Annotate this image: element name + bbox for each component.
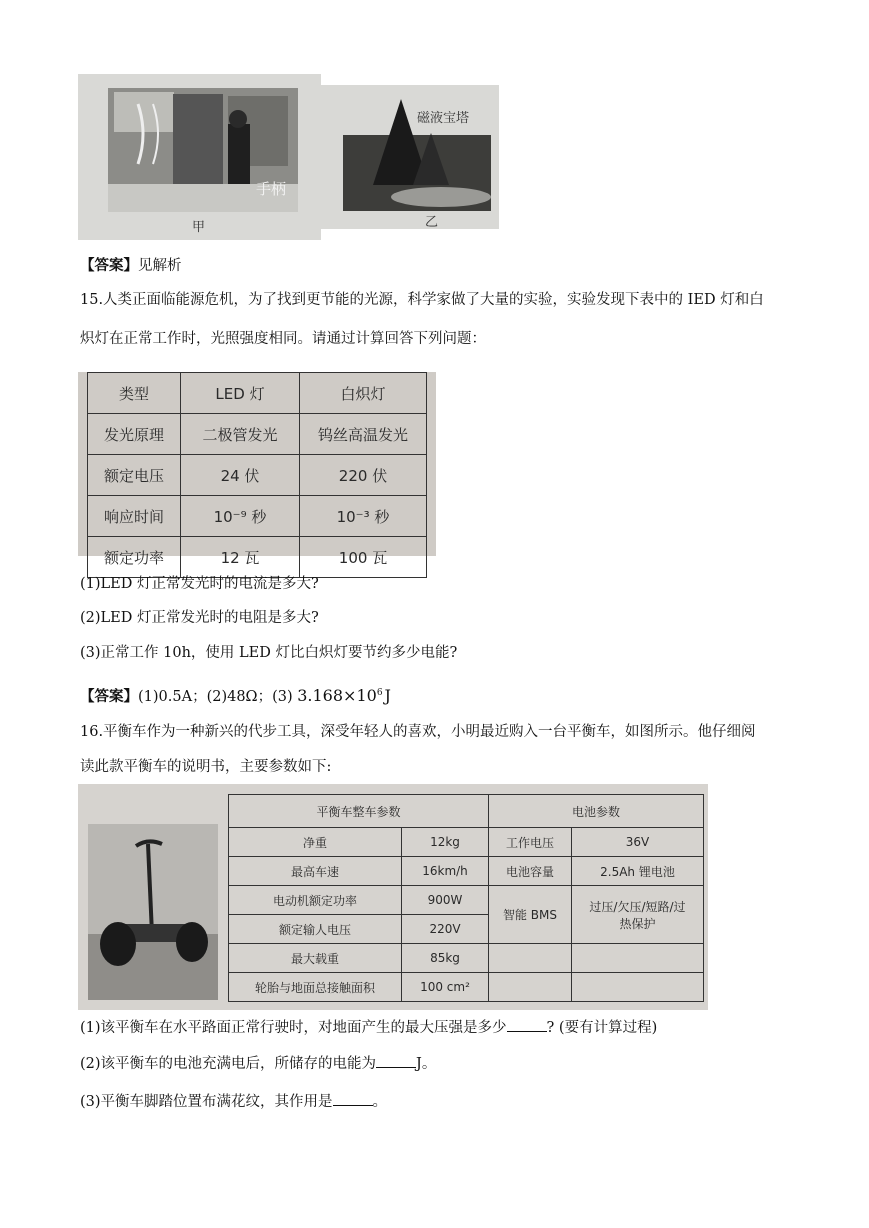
table-row [229, 944, 704, 973]
table-row [88, 414, 427, 455]
answer-unit: J [384, 685, 391, 705]
table-row [229, 828, 704, 857]
table-row [229, 857, 704, 886]
table-row [88, 496, 427, 537]
q16-sub1-tail: ? (要有计算过程) [546, 1020, 658, 1036]
table-cell: 最高车速 [229, 857, 402, 886]
table-cell: 900W [402, 886, 489, 915]
table-row [229, 795, 704, 828]
table-cell: 发光原理 [88, 414, 181, 455]
q15-sub1: (1)LED 灯正常发光时的电流是多大? [80, 576, 319, 592]
table-cell: 2.5Ah 锂电池 [572, 857, 704, 886]
table-cell: 工作电压 [489, 828, 572, 857]
table-row [88, 537, 427, 578]
answer-blank[interactable] [333, 1091, 373, 1106]
table-row [88, 373, 427, 414]
photo-a-watermark: 手柄 [256, 180, 287, 198]
table-cell: 白炽灯 [300, 373, 427, 414]
q16-stem-line1: 16.平衡车作为一种新兴的代步工具，深受年轻人的喜欢，小明最近购入一台平衡车，如图所示。他仔细阅 [80, 724, 756, 740]
q15-table [87, 372, 427, 578]
table-cell: 过压/欠压/短路/过热保护 [572, 886, 704, 944]
q16-sub1 [80, 1017, 657, 1038]
table-cell: 钨丝高温发光 [300, 414, 427, 455]
q16-spec-table [228, 794, 704, 1002]
answer-blank[interactable] [507, 1017, 547, 1032]
answer-text: (1)0.5A；(2)48Ω；(3) [138, 688, 298, 705]
q16-spec-scan [78, 784, 708, 1010]
q16-stem-line2: 读此款平衡车的说明书，主要参数如下: [80, 759, 332, 775]
q16-sub3-text: (3)平衡车脚踏位置布满花纹，其作用是 [80, 1094, 333, 1110]
table-cell: 响应时间 [88, 496, 181, 537]
q16-sub2-tail: J。 [416, 1056, 437, 1072]
table-cell: 10⁻³ 秒 [300, 496, 427, 537]
q15-sub2: (2)LED 灯正常发光时的电阻是多大? [80, 610, 319, 626]
q14-answer [80, 256, 182, 276]
table-header-left: 平衡车整车参数 [229, 795, 489, 828]
table-cell: 36V [572, 828, 704, 857]
table-cell: 类型 [88, 373, 181, 414]
table-cell: 220 伏 [300, 455, 427, 496]
answer-text: 见解析 [138, 258, 182, 274]
photo-b-label: 磁液宝塔 [417, 111, 470, 126]
table-cell: 电动机额定功率 [229, 886, 402, 915]
table-cell: 净重 [229, 828, 402, 857]
table-cell: LED 灯 [181, 373, 300, 414]
q15-sub3: (3)正常工作 10h，使用 LED 灯比白炽灯要节约多少电能? [80, 645, 458, 661]
table-cell-empty [572, 973, 704, 1002]
table-cell: 16km/h [402, 857, 489, 886]
q15-table-scan [78, 372, 436, 567]
table-row [88, 455, 427, 496]
photo-b-caption: 乙 [425, 215, 439, 229]
table-cell: 12kg [402, 828, 489, 857]
table-cell: 二极管发光 [181, 414, 300, 455]
photo-a-caption: 甲 [192, 220, 206, 235]
answer-tag: 【答案】 [80, 687, 138, 705]
answer-tag: 【答案】 [80, 257, 138, 274]
photo-ferrofluid-tower [321, 85, 499, 229]
q16-sub2 [80, 1053, 436, 1074]
table-cell: 额定电压 [88, 455, 181, 496]
q15-stem-line1: 15.人类正面临能源危机，为了找到更节能的光源，科学家做了大量的实验，实验发现下表中的 IED 灯和白 [80, 292, 764, 308]
q15-answer [80, 683, 391, 707]
table-cell: 85kg [402, 944, 489, 973]
table-cell: 轮胎与地面总接触面积 [229, 973, 402, 1002]
table-cell: 100 瓦 [300, 537, 427, 578]
table-cell: 额定功率 [88, 537, 181, 578]
q16-sub2-text: (2)该平衡车的电池充满电后，所储存的电能为 [80, 1056, 377, 1072]
table-cell-empty [489, 944, 572, 973]
table-cell: 电池容量 [489, 857, 572, 886]
q16-sub1-text: (1)该平衡车在水平路面正常行驶时，对地面产生的最大压强是多少 [80, 1020, 507, 1036]
table-cell-empty [572, 944, 704, 973]
photo-exhibit-hall [78, 74, 321, 240]
table-row [229, 886, 704, 915]
table-cell: 220V [402, 915, 489, 944]
table-cell: 智能 BMS [489, 886, 572, 944]
photo-ferrofluid-graphic [321, 85, 499, 229]
table-cell: 100 cm² [402, 973, 489, 1002]
q16-sub3 [80, 1091, 387, 1112]
table-cell: 额定输人电压 [229, 915, 402, 944]
q15-stem-line2: 炽灯在正常工作时，光照强度相同。请通过计算回答下列问题： [80, 331, 486, 347]
answer-math: 3.168×10 [297, 685, 377, 705]
table-header-right: 电池参数 [489, 795, 704, 828]
table-cell: 10⁻⁹ 秒 [181, 496, 300, 537]
answer-blank[interactable] [376, 1053, 416, 1068]
balance-scooter-photo [88, 824, 218, 1000]
table-row [229, 973, 704, 1002]
table-cell: 最大载重 [229, 944, 402, 973]
answer-exponent: 6 [376, 688, 383, 698]
table-cell: 24 伏 [181, 455, 300, 496]
q16-sub3-tail: 。 [372, 1094, 388, 1110]
table-cell-empty [489, 973, 572, 1002]
table-cell: 12 瓦 [181, 537, 300, 578]
